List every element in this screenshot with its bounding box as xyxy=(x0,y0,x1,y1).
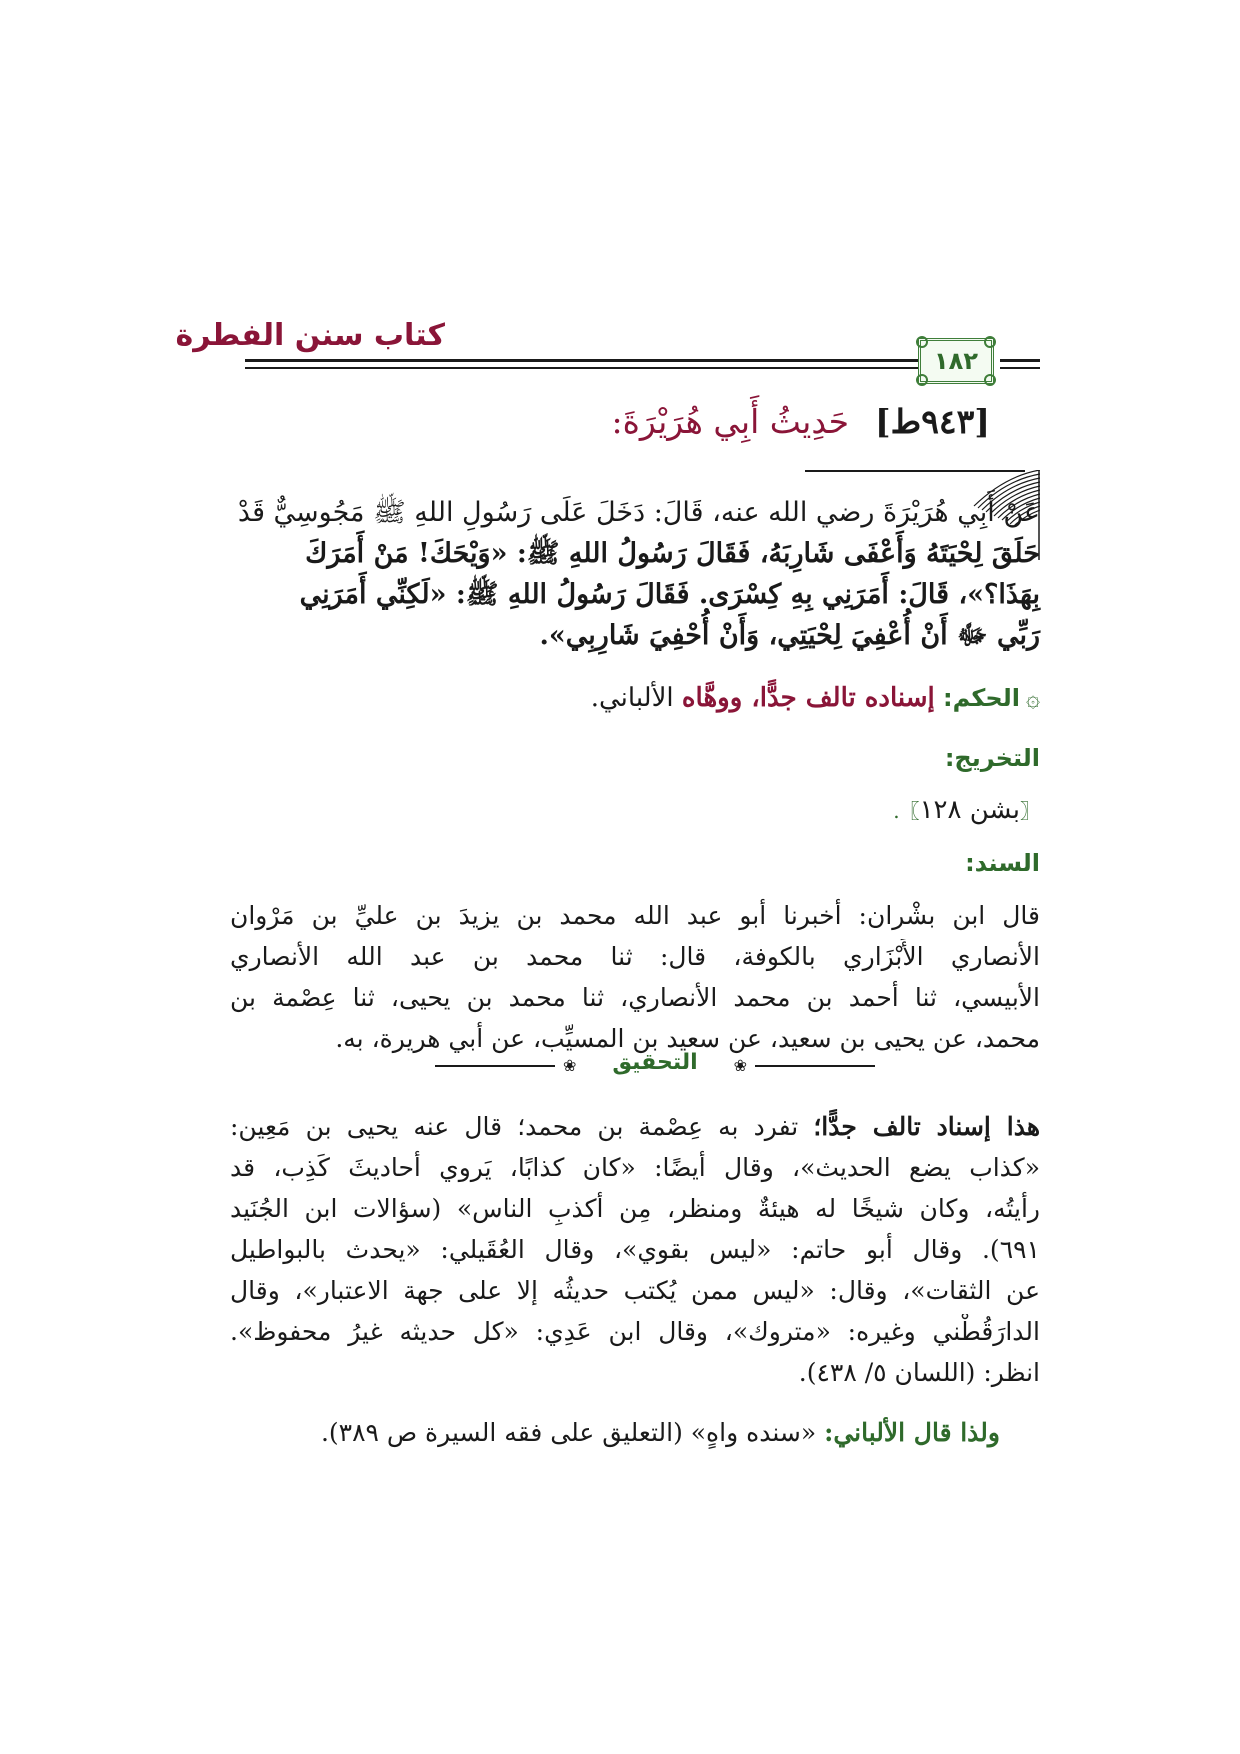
final-text: «سنده واهٍ» (التعليق على فقه السيرة ص ٣٨٩). xyxy=(320,1418,817,1447)
tahqiq-line xyxy=(230,1109,1040,1145)
tahqiq-line: الدارَقُطْني وغيره: «متروك»، وقال ابن عَدِي: «كل حديثه غيرُ محفوظ». xyxy=(230,1317,1040,1346)
hukm-line xyxy=(591,680,1040,716)
book-title: كتاب سنن الفطرة xyxy=(175,318,445,353)
section-divider xyxy=(435,1050,875,1080)
ornament-icon: ۞ xyxy=(1025,684,1040,712)
header-rule xyxy=(245,367,990,369)
matn-line: رَبِّي ﷻ أَنْ أُعْفِيَ لِحْيَتِي، وَأَنْ أُحْفِيَ شَارِبِي». xyxy=(539,620,1040,651)
header-rule xyxy=(245,359,990,362)
matn-line: عَنْ أَبِي هُرَيْرَةَ رضي الله عنه، قَالَ: دَخَلَ عَلَى رَسُولِ اللهِ ﷺ مَجُوسِيٌّ قَدْ xyxy=(237,497,1040,528)
divider-ornament-icon: ❀ xyxy=(563,1056,577,1075)
matn-line: بِهَذَا؟»، قَالَ: أَمَرَنِي بِهِ كِسْرَى. فَقَالَ رَسُولُ اللهِ ﷺ: «لَكِنِّي أَمَرَنِي xyxy=(299,579,1040,610)
divider-label: التحقيق xyxy=(612,1050,698,1075)
takhrij-label: التخريج: xyxy=(944,744,1040,772)
matn-line: حَلَقَ لِحْيَتَهُ وَأَعْفَى شَارِبَهُ، فَقَالَ رَسُولُ اللهِ ﷺ: «وَيْحَكَ! مَنْ أَمَرَكَ xyxy=(305,538,1040,569)
tahqiq-intro-rest: تفرد به عِصْمة بن محمد؛ قال عنه يحيى بن مَعِين: xyxy=(230,1112,799,1141)
sanad-line: محمد، عن يحيى بن سعيد، عن سعيد بن المسيِّب، عن أبي هريرة، به. xyxy=(335,1024,1040,1053)
sanad-label: السند: xyxy=(965,849,1040,877)
close-bracket: 〗. xyxy=(893,799,920,823)
hadith-heading xyxy=(611,402,990,441)
header-rule xyxy=(1000,359,1040,362)
tahqiq-line: انظر: (اللسان ٥/ ٤٣٨). xyxy=(798,1358,1040,1387)
tahqiq-line: عن الثقات»، وقال: «ليس ممن يُكتب حديثُه إلا على جهة الاعتبار»، وقال xyxy=(230,1276,1040,1305)
tahqiq-line: ٦٩١). وقال أبو حاتم: «ليس بقوي»، وقال العُقَيلي: «يحدث بالبواطيل xyxy=(230,1235,1040,1264)
takhrij-reference xyxy=(893,792,1040,829)
final-label: ولذا قال الألباني: xyxy=(824,1418,1000,1447)
hadith-number: [٩٤٣ط] xyxy=(875,402,990,441)
hukm-rest: الألباني. xyxy=(590,683,674,713)
open-bracket: 〖 xyxy=(1020,799,1040,823)
hukm-value: إسناده تالف جدًّا، ووهَّاه xyxy=(681,683,935,713)
tahqiq-intro: هذا إسناد تالف جدًّا؛ xyxy=(813,1112,1040,1141)
hukm-label: الحكم: xyxy=(943,684,1020,712)
final-statement xyxy=(321,1415,1000,1451)
header-rule xyxy=(1000,367,1040,369)
sanad-line: الأنصاري الأَبْزَاري بالكوفة، قال: ثنا محمد بن عبد الله الأنصاري xyxy=(230,942,1040,971)
page-number: ١٨٢ xyxy=(934,347,978,375)
hadith-title: حَدِيثُ أَبِي هُرَيْرَةَ: xyxy=(611,402,850,441)
reference-text: بشن ١٢٨ xyxy=(919,795,1020,825)
page-number-frame xyxy=(918,338,994,384)
sanad-line: الأبيسي، ثنا أحمد بن محمد الأنصاري، ثنا محمد بن يحيى، ثنا عِصْمة بن xyxy=(230,983,1040,1012)
divider-ornament-icon: ❀ xyxy=(733,1056,747,1075)
tahqiq-line: رأيتُه، وكان شيخًا له هيئةٌ ومنظر، مِن أكذبِ الناس» (سؤالات ابن الجُنَيد xyxy=(230,1194,1040,1223)
sanad-line: قال ابن بشْران: أخبرنا أبو عبد الله محمد بن يزيدَ بن عليِّ بن مَرْوان xyxy=(230,901,1040,930)
tahqiq-line: «كذاب يضع الحديث»، وقال أيضًا: «كان كذابًا، يَروي أحاديثَ كَذِب، قد xyxy=(230,1153,1040,1182)
